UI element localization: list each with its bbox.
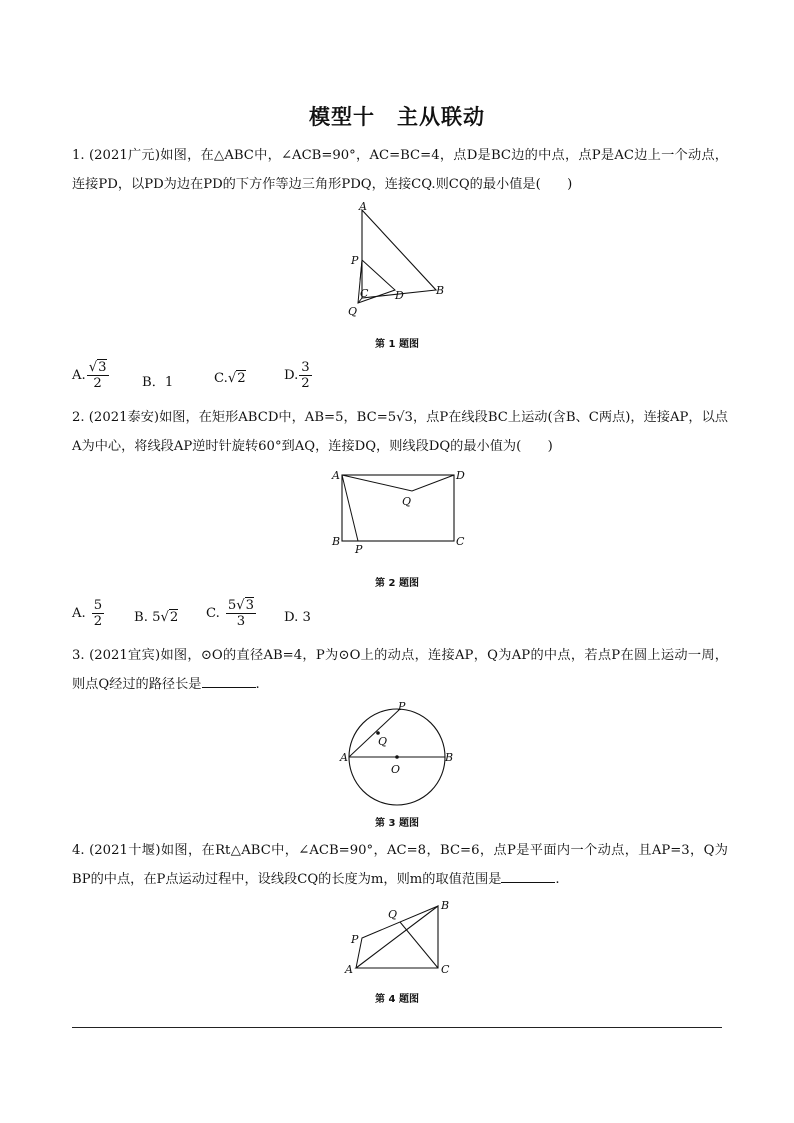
- figure-1: [340, 200, 460, 320]
- figure-3: [340, 698, 460, 808]
- label-p: P: [398, 700, 406, 713]
- triangle-abc: [362, 210, 436, 298]
- label-c: C: [441, 963, 450, 976]
- label-d: D: [456, 469, 465, 482]
- choice-1b: B．1: [142, 375, 174, 390]
- segment-cq: [400, 922, 438, 968]
- label-a: A: [359, 200, 367, 213]
- caption-2: 第 2 题图: [375, 578, 419, 589]
- question-4-text: 4. (2021十堰)如图，在Rt△ABC中，∠ACB=90°，AC=8，BC=6，点P是平面内一个动点，且AP=3，Q为BP的中点，在P点运动过程中，设线段CQ的长度为m，则m的取值范围是: [72, 843, 728, 887]
- figure-2: [328, 466, 468, 556]
- choice-1a-den: 2: [93, 376, 102, 391]
- choice-2c: [206, 598, 256, 629]
- choice-2c-label: C.: [206, 606, 220, 621]
- choice-2a-num: 5: [93, 598, 103, 613]
- center-point-o: [395, 755, 399, 759]
- label-d: D: [395, 289, 404, 302]
- choice-2a-frac: [92, 598, 104, 629]
- choice-1c-label: C.: [214, 371, 228, 386]
- label-b: B: [436, 284, 445, 297]
- choice-1c: C.√2: [214, 371, 246, 386]
- label-c: C: [456, 535, 465, 548]
- caption-3: 第 3 题图: [375, 818, 419, 829]
- label-b: B: [445, 751, 454, 764]
- choice-1a: [72, 360, 109, 391]
- label-q: Q: [348, 305, 358, 318]
- choice-1d: [284, 360, 312, 391]
- choice-1c-rad: 2: [237, 371, 246, 386]
- label-a: A: [345, 963, 353, 976]
- label-o: O: [391, 763, 401, 776]
- label-b: B: [441, 899, 450, 912]
- caption-4: 第 4 题图: [375, 994, 419, 1005]
- question-4-end: .: [555, 872, 560, 887]
- choice-1d-label: D.: [284, 368, 299, 383]
- choice-2b: B. 5√2: [134, 610, 179, 625]
- question-2-stem: 2. (2021泰安)如图，在矩形ABCD中，AB=5，BC=5√3，点P在线段BC上运动(含B、C两点)，连接AP，以点A为中心，将线段AP逆时针旋转60°到AQ，连接DQ，则线段DQ的最小值为( ): [72, 410, 728, 454]
- choice-2d: D. 3: [284, 610, 311, 625]
- label-c: C: [360, 287, 369, 300]
- choice-2c-num-rad: 3: [245, 598, 254, 613]
- figure-1-diagram: [340, 200, 460, 320]
- label-q: Q: [378, 735, 388, 748]
- segment-ap: [342, 475, 358, 541]
- label-a: A: [332, 469, 340, 482]
- choice-1d-num: 3: [301, 360, 310, 375]
- page-title: 模型十 主从联动: [309, 105, 485, 129]
- figure-4: [342, 896, 457, 981]
- segments-aq-qd: [342, 475, 454, 491]
- question-3-stem: [72, 641, 728, 699]
- choice-1d-den: 2: [301, 376, 310, 391]
- choice-2a-den: 2: [93, 614, 103, 629]
- caption-1: 第 1 题图: [375, 339, 419, 350]
- choice-1a-frac: $\frac{√3}{2}$: [88, 360, 107, 391]
- choice-1a-rad: 3: [98, 360, 107, 375]
- label-q: Q: [388, 908, 398, 921]
- figure-3-diagram: [340, 698, 460, 808]
- figure-2-diagram: [328, 466, 468, 556]
- label-b: B: [332, 535, 341, 548]
- question-1-stem: 1. (2021广元)如图，在△ABC中，∠ACB=90°，AC=BC=4，点D是BC边的中点，点P是AC边上一个动点，连接PD，以PD为边在PD的下方作等边三角形PDQ，连接CQ.则CQ的最小值是( ): [72, 148, 728, 192]
- label-p: P: [351, 933, 359, 946]
- chord-ap: [349, 709, 400, 757]
- label-p: P: [355, 543, 363, 556]
- question-3-text: 3. (2021宜宾)如图，⊙O的直径AB=4，P为⊙O上的动点，连接AP，Q为AP的中点，若点P在圆上运动一周，则点Q经过的路径长是: [72, 648, 728, 692]
- choice-2c-num-coef: 5: [227, 598, 237, 613]
- footer-divider: [72, 1027, 722, 1028]
- choice-1d-frac: [299, 360, 311, 391]
- answer-blank-4[interactable]: [501, 870, 555, 883]
- question-3-end: .: [255, 677, 260, 692]
- choice-2c-frac: $\frac{5√3}{3}$: [227, 598, 254, 629]
- choice-2b-rad: 2: [169, 610, 179, 625]
- label-p: P: [351, 254, 359, 267]
- label-a: A: [340, 751, 348, 764]
- question-4-stem: [72, 836, 728, 894]
- label-q: Q: [402, 495, 412, 508]
- answer-blank-3[interactable]: [202, 675, 256, 688]
- choice-2a-label: A.: [72, 606, 86, 621]
- choice-2b-label: B. 5: [134, 610, 161, 625]
- rectangle-abcd: [342, 475, 454, 541]
- choice-2a: [72, 598, 104, 629]
- figure-4-diagram: [342, 896, 457, 981]
- choice-1a-label: A.: [72, 368, 86, 383]
- choice-2c-den: 3: [236, 614, 246, 629]
